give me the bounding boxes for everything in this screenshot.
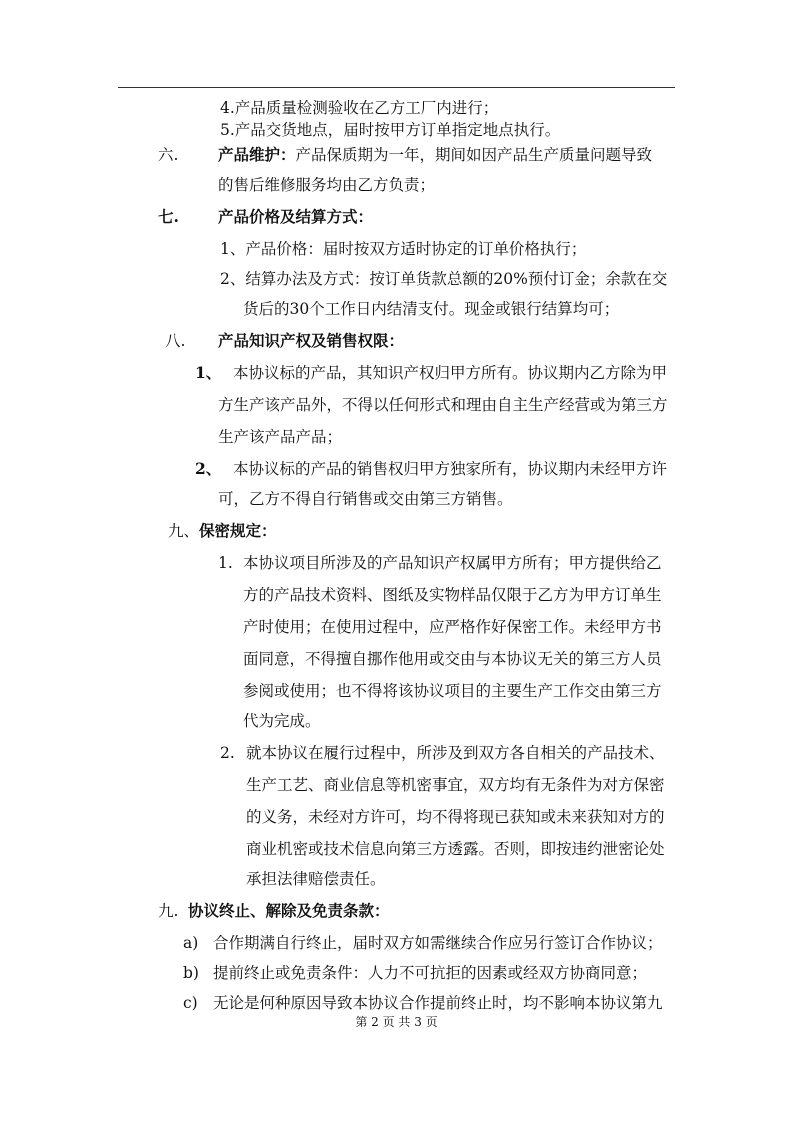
section-8-item-2-line-1: 本协议标的产品的销售权归甲方独家所有，协议期内未经甲方许 (233, 460, 668, 478)
section-9-item-1-line-1: 本协议项目所涉及的产品知识产权属甲方所有；甲方提供给乙 (243, 554, 662, 572)
header-rule (118, 87, 675, 88)
section-9-heading (168, 521, 277, 541)
section-9-item-1-line-2: 方的产品技术资料、图纸及实物样品仅限于乙方为甲方订单生 (243, 586, 662, 604)
section-9-item-2-line-1: 就本协议在履行过程中，所涉及到双方各自相关的产品技术、 (246, 744, 665, 762)
page-number: 第 2 页 共 3 页 (355, 1015, 438, 1029)
section-8-item-1-line-1: 本协议标的产品，其知识产权归甲方所有。协议期内乙方除为甲 (233, 364, 668, 382)
section-6-number: 六. (158, 146, 179, 164)
section-6-line-2: 的售后维修服务均由乙方负责； (218, 176, 436, 194)
termination-b-label: b) (183, 964, 199, 982)
termination-c-label: c) (183, 994, 198, 1012)
section-6-title: 产品维护： (218, 145, 296, 164)
section-9-item-2-line-2: 生产工艺、商业信息等机密事宜，双方均有无条件为对方保密 (246, 776, 665, 794)
section-9-item-2-line-3: 的义务，未经对方许可，均不得将现已获知或未来获知对方的 (246, 808, 665, 826)
section-8-item-1-line-3: 生产该产品产品； (218, 428, 343, 446)
section-8-item-2-line-2: 可，乙方不得自行销售或交由第三方销售。 (218, 490, 513, 508)
section-9-item-2-line-4: 商业机密或技术信息向第三方透露。否则，即按违约泄密论处 (246, 840, 665, 858)
item-5: 5.产品交货地点，届时按甲方订单指定地点执行。 (220, 121, 561, 139)
termination-a-text: 合作期满自行终止，届时双方如需继续合作应另行签订合作协议； (213, 934, 663, 952)
section-7-number: 七. (158, 207, 179, 226)
section-9-title: 保密规定： (199, 521, 277, 540)
section-7-title: 产品价格及结算方式： (218, 207, 374, 226)
section-9-item-1-number: 1. (218, 554, 233, 572)
section-9-item-1-line-6: 代为完成。 (243, 712, 321, 730)
section-7-settlement-line-2: 货后的30个工作日内结清支付。现金或银行结算均可； (243, 300, 620, 318)
section-6-text: 产品保质期为一年，期间如因产品生产质量问题导致 (295, 146, 653, 164)
section-9-item-1-line-4: 面同意，不得擅自挪作他用或交由与本协议无关的第三方人员 (243, 650, 662, 668)
termination-c-text: 无论是何种原因导致本协议合作提前终止时，均不影响本协议第九 (213, 994, 663, 1012)
section-8-item-1-line-2: 方生产该产品外，不得以任何形式和理由自主生产经营或为第三方 (218, 396, 668, 414)
section-7-settlement-line-1: 2、结算办法及方式：按订单货款总额的20%预付订金；余款在交 (220, 270, 668, 288)
section-8-item-1-number: 1、 (195, 363, 222, 382)
section-9-number: 九、 (168, 522, 200, 540)
section-6-line-1 (218, 145, 652, 165)
section-8-number: 八. (165, 332, 186, 350)
section-9-item-1-line-5: 参阅或使用；也不得将该协议项目的主要生产工作交由第三方 (243, 682, 662, 700)
section-9-item-2-number: 2. (220, 744, 235, 762)
section-7-price: 1、产品价格：届时按双方适时协定的订单价格执行； (220, 240, 587, 258)
section-9-item-2-line-5: 承担法律赔偿责任。 (246, 870, 386, 888)
section-8-title: 产品知识产权及销售权限： (218, 331, 405, 350)
termination-a-label: a) (183, 934, 199, 952)
termination-title: 协议终止、解除及免责条款： (188, 901, 390, 920)
termination-b-text: 提前终止或免责条件：人力不可抗拒的因素或经双方协商同意； (213, 964, 648, 982)
section-9-item-1-line-3: 产时使用；在使用过程中，应严格作好保密工作。未经甲方书 (243, 618, 662, 636)
item-4: 4.产品质量检测验收在乙方工厂内进行； (220, 99, 499, 117)
termination-number: 九. (158, 902, 179, 920)
section-8-item-2-number: 2、 (195, 459, 222, 478)
